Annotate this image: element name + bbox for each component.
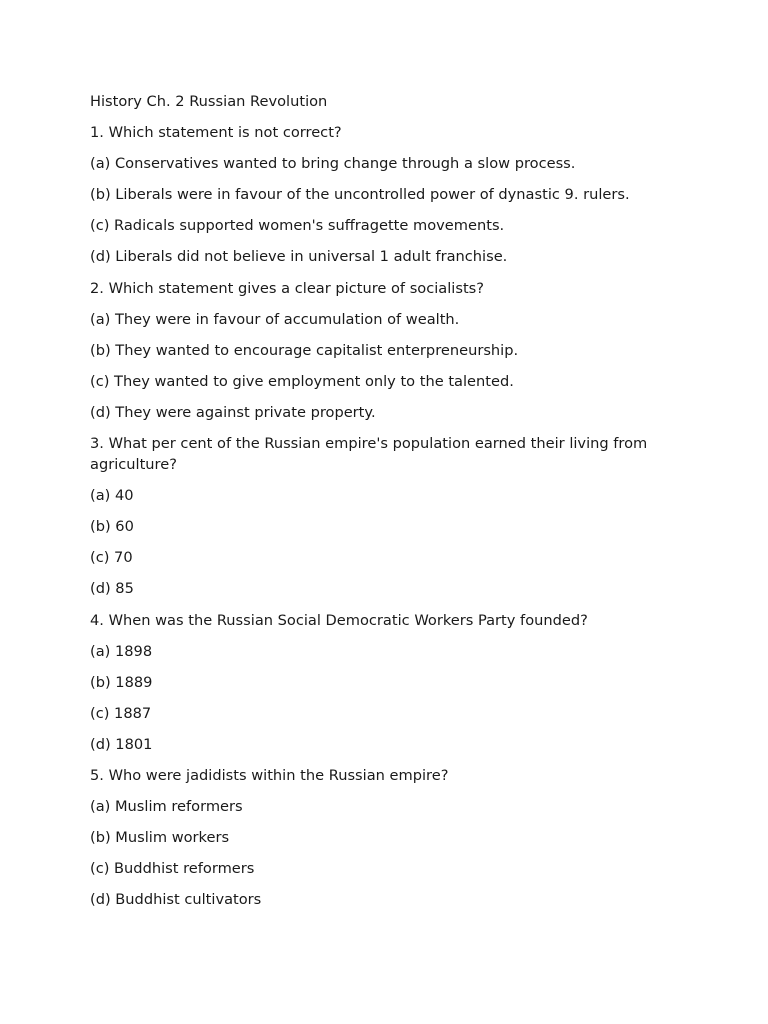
question-text: 4. When was the Russian Social Democratic Workers Party founded? (90, 611, 588, 629)
option-c: (c) 70 (90, 549, 133, 567)
option-d: (d) Liberals did not believe in universal 1 adult franchise. (90, 248, 508, 266)
option-c: (c) They wanted to give employment only to the talented. (90, 372, 514, 390)
question-5 (90, 765, 690, 910)
option-a: (a) 40 (90, 487, 134, 505)
option-b: (b) Liberals were in favour of the uncontrolled power of dynastic 9. rulers. (90, 186, 630, 204)
option-a: (a) They were in favour of accumulation of wealth. (90, 310, 460, 328)
option-b: (b) Muslim workers (90, 829, 230, 847)
question-text: 5. Who were jadidists within the Russian empire? (90, 766, 449, 784)
question-4 (90, 610, 690, 755)
question-3 (90, 433, 690, 599)
option-c: (c) Buddhist reformers (90, 860, 255, 878)
question-1 (90, 122, 690, 267)
option-d: (d) They were against private property. (90, 403, 376, 421)
option-a: (a) Conservatives wanted to bring change through a slow process. (90, 155, 576, 173)
option-b: (b) 60 (90, 518, 134, 536)
question-text: 3. What per cent of the Russian empire's population earned their living from agriculture? (90, 435, 648, 474)
question-text: 1. Which statement is not correct? (90, 124, 342, 142)
option-d: (d) 85 (90, 580, 134, 598)
option-a: (a) 1898 (90, 642, 153, 660)
option-b: (b) They wanted to encourage capitalist enterpreneurship. (90, 341, 519, 359)
document-page (90, 91, 690, 920)
option-d: (d) Buddhist cultivators (90, 891, 262, 909)
option-c: (c) Radicals supported women's suffragette movements. (90, 217, 505, 235)
option-b: (b) 1889 (90, 673, 153, 691)
question-2 (90, 278, 690, 423)
option-c: (c) 1887 (90, 704, 152, 722)
question-text: 2. Which statement gives a clear picture of socialists? (90, 279, 485, 297)
option-d: (d) 1801 (90, 735, 153, 753)
option-a: (a) Muslim reformers (90, 798, 243, 816)
document-title: History Ch. 2 Russian Revolution (90, 93, 328, 110)
